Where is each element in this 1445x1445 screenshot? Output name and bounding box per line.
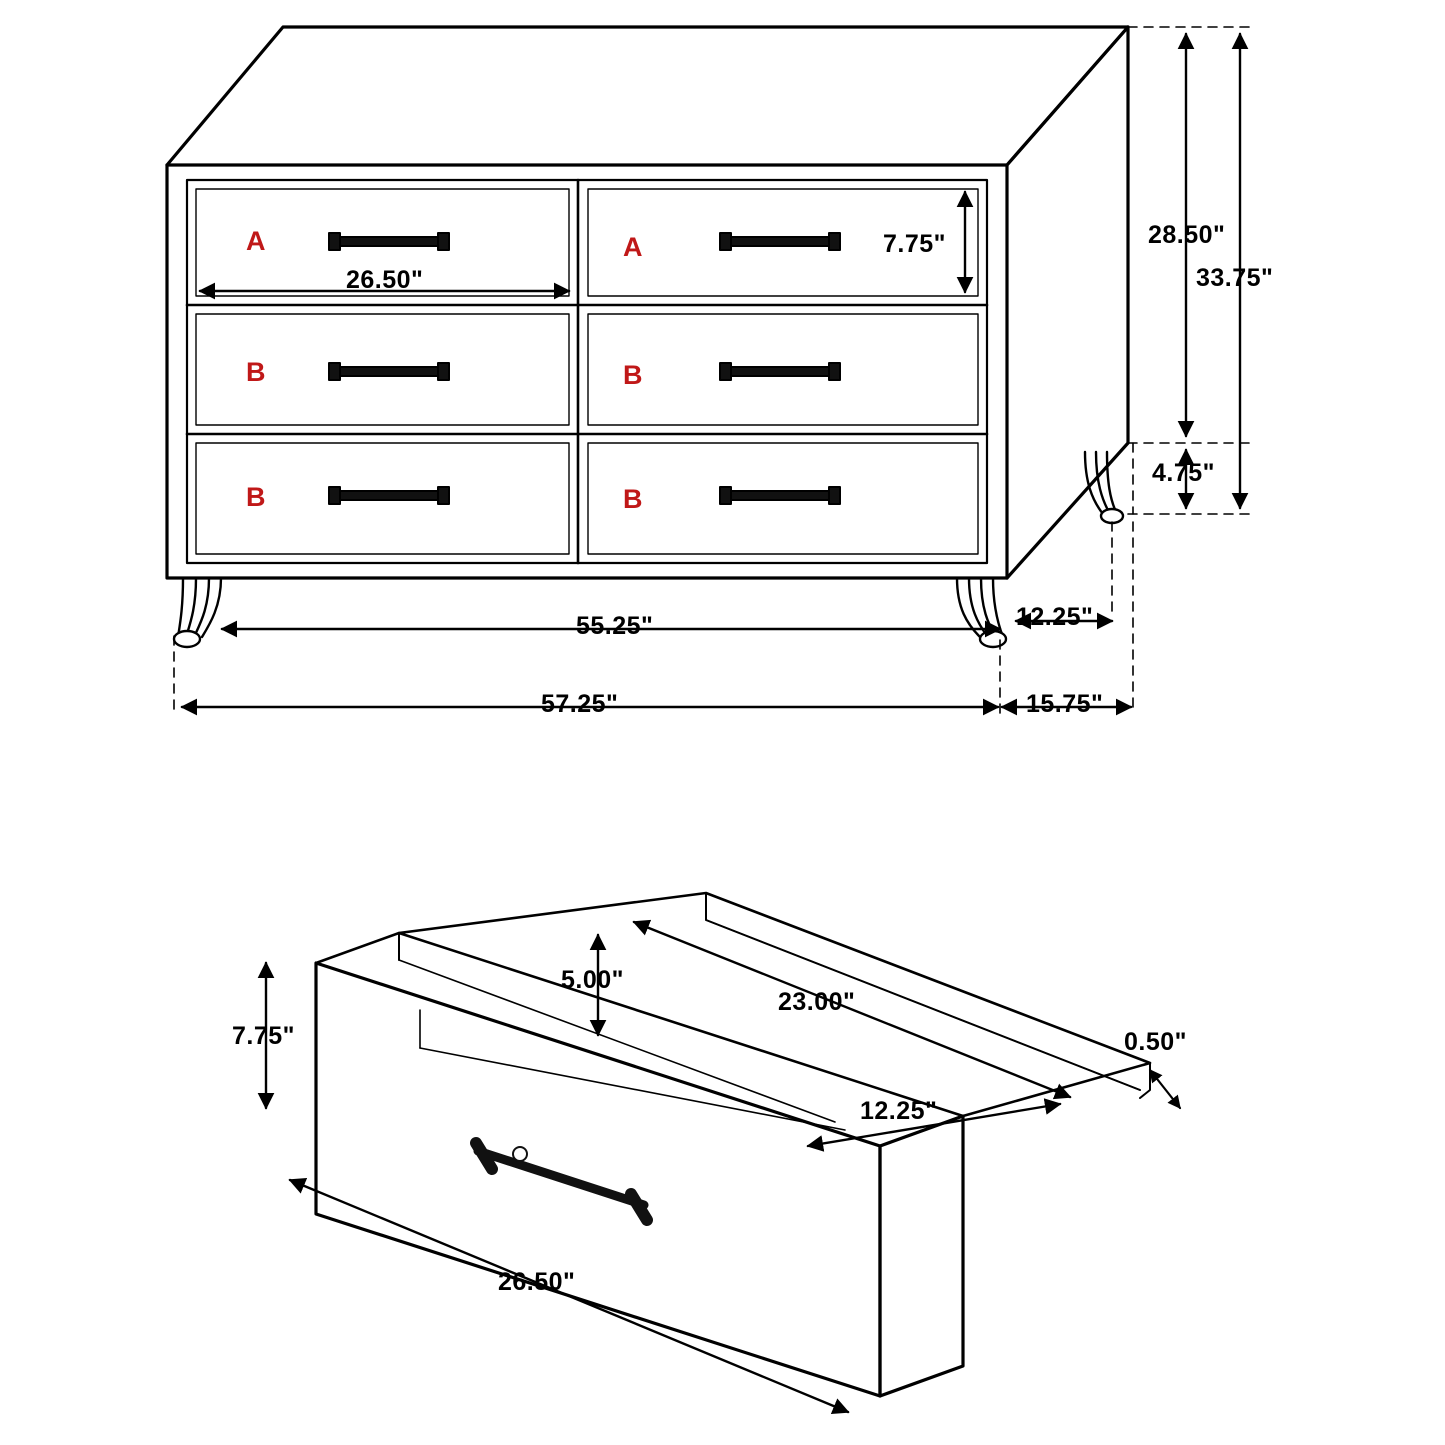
dimension-overall-height: 33.75" [1196, 264, 1274, 292]
dimension-cabinet-width: 55.25" [576, 612, 654, 640]
drawer-label-a-right: A [623, 232, 643, 262]
dimension-overall-width: 57.25" [541, 690, 619, 718]
drawer-label-b-mid-right: B [623, 360, 643, 390]
dimension-cabinet-height: 28.50" [1148, 221, 1226, 249]
dimension-front-height: 7.75" [232, 1022, 296, 1050]
dimension-panel-thickness: 0.50" [1124, 1028, 1188, 1056]
dimension-interior-width: 23.00" [778, 988, 856, 1016]
drawer-label-a-left: A [246, 226, 266, 256]
dimension-overall-depth: 15.75" [1026, 690, 1104, 718]
dimension-cabinet-depth: 12.25" [1016, 603, 1094, 631]
dimension-front-width: 26.50" [498, 1268, 576, 1296]
dimension-drawer-width: 26.50" [346, 266, 424, 294]
dimension-leg-height: 4.75" [1152, 459, 1216, 487]
drawer-label-b-bottom-left: B [246, 482, 266, 512]
dimension-drawer-height: 7.75" [883, 230, 947, 258]
dimension-interior-height: 5.00" [561, 966, 625, 994]
drawer-label-b-bottom-right: B [623, 484, 643, 514]
drawer-label-b-mid-left: B [246, 357, 266, 387]
dimension-interior-depth: 12.25" [860, 1097, 938, 1125]
